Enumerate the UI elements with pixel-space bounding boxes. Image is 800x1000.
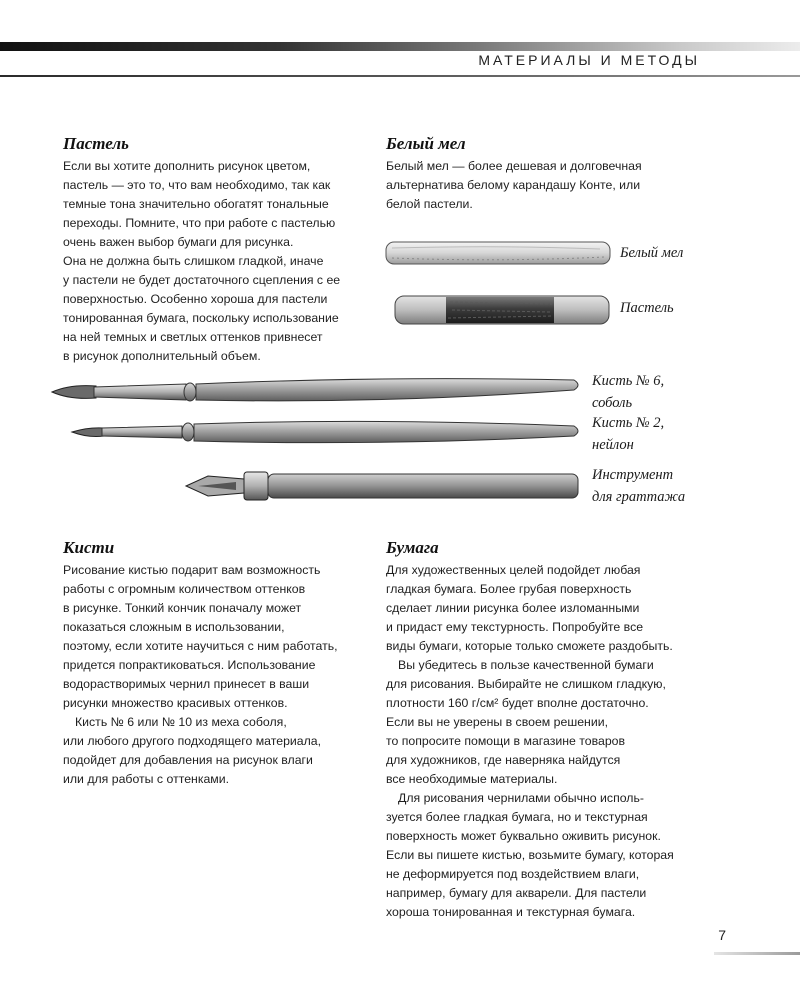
text-line: придется попрактиковаться. Использование bbox=[63, 658, 316, 672]
text-line: плотности 160 г/см² будет вполне достаточно. bbox=[386, 696, 649, 710]
section-title: МАТЕРИАЛЫ И МЕТОДЫ bbox=[478, 52, 700, 68]
pastel-heading: Пастель bbox=[63, 134, 129, 153]
text-line: поверхностью. Особенно хороша для пастели bbox=[63, 292, 328, 306]
footer-rule bbox=[714, 952, 800, 955]
pastel-label: Пастель bbox=[620, 300, 674, 316]
text-line: Если вы хотите дополнить рисунок цветом, bbox=[63, 159, 311, 173]
text-line: Белый мел — более дешевая и долговечная bbox=[386, 159, 642, 173]
text-line: и придаст ему текстурность. Попробуйте все bbox=[386, 620, 644, 634]
label-line: для граттажа bbox=[592, 489, 686, 505]
text-line: поэтому, если хотите научиться с ним работать, bbox=[63, 639, 338, 653]
text-line: альтернатива белому карандашу Конте, или bbox=[386, 178, 641, 192]
text-line: Для художественных целей подойдет любая bbox=[386, 563, 641, 577]
text-line: Кисть № 6 или № 10 из меха соболя, bbox=[75, 715, 287, 729]
label-line: Инструмент bbox=[592, 467, 674, 483]
white-chalk-heading: Белый мел bbox=[386, 134, 466, 153]
brushes-paragraph-1 bbox=[63, 561, 373, 713]
paper-paragraph-2 bbox=[386, 656, 706, 789]
paper-heading: Бумага bbox=[386, 538, 439, 557]
text-line: рисунки множество красивых оттенков. bbox=[63, 696, 288, 710]
text-line: все необходимые материалы. bbox=[386, 772, 558, 786]
text-line: то попросите помощи в магазине товаров bbox=[386, 734, 626, 748]
label-line: соболь bbox=[592, 395, 633, 411]
text-line: или любого другого подходящего материала, bbox=[63, 734, 322, 748]
text-line: Если вы не уверены в своем решении, bbox=[386, 715, 608, 729]
scratchboard-tool bbox=[186, 472, 578, 500]
text-line: темные тона значительно обогатят тональные bbox=[63, 197, 329, 211]
pastel-stick bbox=[395, 296, 609, 324]
paper-paragraph-3 bbox=[386, 789, 706, 922]
text-line: в рисунок дополнительный объем. bbox=[63, 349, 261, 363]
text-line: поверхность может буквально оживить рисунок. bbox=[386, 829, 661, 843]
text-line: гладкая бумага. Более грубая поверхность bbox=[386, 582, 632, 596]
white-chalk-label: Белый мел bbox=[620, 245, 684, 261]
label-line: нейлон bbox=[592, 437, 634, 453]
page-number: 7 bbox=[718, 927, 726, 943]
brush-no6-label bbox=[592, 370, 664, 414]
label-line: Кисть № 2, bbox=[592, 415, 665, 431]
text-line: в рисунке. Тонкий кончик поначалу может bbox=[63, 601, 302, 615]
text-line: хороша тонированная и текстурная бумага. bbox=[386, 905, 636, 919]
text-line: Для рисования чернилами обычно исполь- bbox=[398, 791, 644, 805]
brushes-paragraph-2 bbox=[63, 713, 373, 789]
text-line: белой пастели. bbox=[386, 197, 473, 211]
text-line: переходы. Помните, что при работе с пастелью bbox=[63, 216, 336, 230]
text-line: пастель — это то, что вам необходимо, так как bbox=[63, 178, 331, 192]
label-line: Кисть № 6, bbox=[592, 373, 665, 389]
brushes-section bbox=[63, 538, 373, 789]
text-line: не деформируется под воздействием влаги, bbox=[386, 867, 640, 881]
text-line: тонированная бумага, поскольку использование bbox=[63, 311, 339, 325]
text-line: водорастворимых чернил принесет в ваши bbox=[63, 677, 310, 691]
text-line: очень важен выбор бумаги для рисунка. bbox=[63, 235, 294, 249]
brush-no2 bbox=[72, 421, 578, 442]
text-line: виды бумаги, которые только сможете раздобыть. bbox=[386, 639, 673, 653]
text-line: для художников, где наверняка найдутся bbox=[386, 753, 621, 767]
paper-section bbox=[386, 538, 706, 922]
text-line: для рисования. Выбирайте не слишком гладкую, bbox=[386, 677, 666, 691]
text-line: Вы убедитесь в пользе качественной бумаги bbox=[398, 658, 654, 672]
text-line: у пастели не будет достаточного сцепления с ее bbox=[63, 273, 341, 287]
brush-no2-label bbox=[592, 412, 664, 456]
text-line: Рисование кистью подарит вам возможность bbox=[63, 563, 321, 577]
text-line: сделает линии рисунка более изломанными bbox=[386, 601, 640, 615]
paper-paragraph-1 bbox=[386, 561, 706, 656]
white-chalk-stick bbox=[386, 242, 610, 264]
scratchboard-tool-label bbox=[592, 464, 685, 508]
text-line: например, бумагу для акварели. Для пастели bbox=[386, 886, 647, 900]
text-line: работы с огромным количеством оттенков bbox=[63, 582, 306, 596]
text-line: Она не должна быть слишком гладкой, иначе bbox=[63, 254, 324, 268]
text-line: или для работы с оттенками. bbox=[63, 772, 230, 786]
text-line: показаться сложным в использовании, bbox=[63, 620, 285, 634]
text-line: на ней темных и светлых оттенков привнесет bbox=[63, 330, 323, 344]
brushes-heading: Кисти bbox=[63, 538, 115, 557]
brush-no6 bbox=[52, 379, 578, 401]
text-line: Если вы пишете кистью, возьмите бумагу, которая bbox=[386, 848, 674, 862]
text-line: зуется более гладкая бумага, но и текстурная bbox=[386, 810, 648, 824]
text-line: подойдет для добавления на рисунок влаги bbox=[63, 753, 313, 767]
